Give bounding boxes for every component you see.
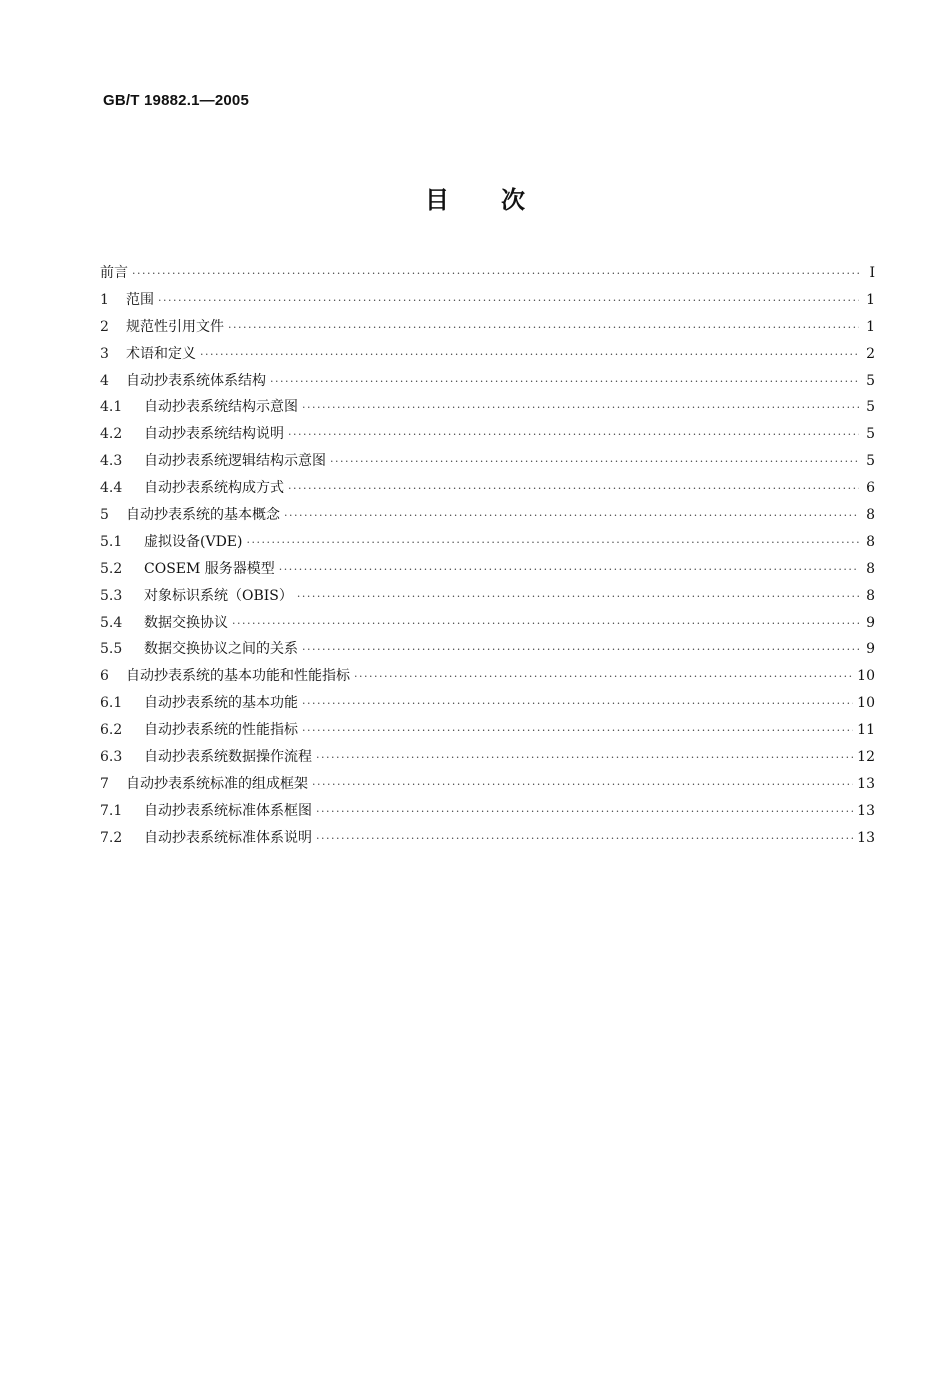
toc-entry[interactable] <box>100 558 875 585</box>
toc-entry-page: 8 <box>866 507 875 524</box>
toc-entry[interactable] <box>100 531 875 558</box>
dot-leader <box>297 590 859 603</box>
toc-entry-page: 13 <box>857 775 875 792</box>
toc-entry-number: 5.3 <box>100 587 123 604</box>
toc-entry-page: 9 <box>866 641 875 658</box>
dot-leader <box>158 294 859 307</box>
toc-entry[interactable] <box>100 612 875 639</box>
toc-entry[interactable] <box>100 262 875 289</box>
toc-entry-number: 5 <box>100 507 109 524</box>
toc-entry-number: 4.3 <box>100 453 123 470</box>
dot-leader <box>246 536 859 549</box>
dot-leader <box>279 563 859 576</box>
toc-entry-label: 自动抄表系统结构说明 <box>144 426 284 443</box>
toc-entry-label: 自动抄表系统结构示意图 <box>144 399 298 416</box>
toc-entry-label: 自动抄表系统的性能指标 <box>144 722 298 739</box>
dot-leader <box>302 643 859 656</box>
toc-entry[interactable] <box>100 450 875 477</box>
dot-leader <box>232 617 859 630</box>
toc-entry-label: 规范性引用文件 <box>126 318 224 335</box>
toc-entry-number: 4.1 <box>100 399 123 416</box>
dot-leader <box>288 428 859 441</box>
toc-entry-label: 自动抄表系统标准的组成框架 <box>126 775 308 792</box>
toc-entry-page: 5 <box>866 399 875 416</box>
toc-entry-number: 3 <box>100 345 109 362</box>
toc-entry-number: 6.3 <box>100 749 123 766</box>
dot-leader <box>288 482 859 495</box>
toc-entry-number: 7.1 <box>100 802 123 819</box>
dot-leader <box>316 805 853 818</box>
toc-entry[interactable] <box>100 827 875 854</box>
toc-entry-number: 7 <box>100 775 109 792</box>
toc-entry-page: 8 <box>866 560 875 577</box>
toc-entry-page: 5 <box>866 453 875 470</box>
toc-entry-label: 数据交换协议之间的关系 <box>144 641 298 658</box>
toc-entry[interactable] <box>100 773 875 800</box>
toc-entry-number: 6.1 <box>100 695 123 712</box>
toc-entry-page: 8 <box>866 533 875 550</box>
toc-entry-label: COSEM 服务器模型 <box>144 560 275 577</box>
toc-entry-label: 自动抄表系统数据操作流程 <box>144 749 312 766</box>
toc-entry[interactable] <box>100 692 875 719</box>
dot-leader <box>200 348 859 361</box>
toc-entry-number: 5.4 <box>100 614 123 631</box>
toc-entry-page: 8 <box>866 587 875 604</box>
toc-entry-page: 1 <box>866 291 875 308</box>
toc-entry-label: 自动抄表系统标准体系框图 <box>144 802 312 819</box>
toc-entry-page: 13 <box>857 829 875 846</box>
toc-entry-label: 虚拟设备(VDE) <box>144 533 243 550</box>
toc-entry-label: 自动抄表系统标准体系说明 <box>144 829 312 846</box>
toc-entry-page: 6 <box>866 480 875 497</box>
toc-entry-page: I <box>869 265 875 281</box>
toc-entry[interactable] <box>100 289 875 316</box>
toc-entry-label: 对象标识系统（OBIS） <box>144 587 293 604</box>
toc-entry[interactable] <box>100 585 875 612</box>
dot-leader <box>228 321 859 334</box>
toc-entry-page: 11 <box>857 722 875 739</box>
toc-entry[interactable] <box>100 638 875 665</box>
toc-entry-page: 10 <box>857 668 875 685</box>
toc-entry[interactable] <box>100 800 875 827</box>
toc-entry-number: 4.2 <box>100 426 123 443</box>
toc-entry-page: 10 <box>857 695 875 712</box>
toc-entry-page: 5 <box>866 372 875 389</box>
toc-entry-number: 7.2 <box>100 829 123 846</box>
dot-leader <box>302 724 853 737</box>
toc-entry-label: 自动抄表系统的基本功能 <box>144 695 298 712</box>
page-title: 目次 <box>425 186 577 214</box>
dot-leader <box>302 697 853 710</box>
toc-entry-label: 自动抄表系统的基本功能和性能指标 <box>126 668 350 685</box>
toc-entry[interactable] <box>100 719 875 746</box>
toc-entry-label: 自动抄表系统构成方式 <box>144 480 284 497</box>
dot-leader <box>302 401 859 414</box>
dot-leader <box>132 267 859 280</box>
toc-entry-page: 5 <box>866 426 875 443</box>
toc-entry-label: 前言 <box>100 265 128 281</box>
toc-entry-number: 1 <box>100 291 109 308</box>
toc-entry-number: 4.4 <box>100 480 123 497</box>
dot-leader <box>316 832 853 845</box>
dot-leader <box>312 778 853 791</box>
toc-entry-number: 6 <box>100 668 109 685</box>
dot-leader <box>330 455 859 468</box>
toc-entry-page: 9 <box>866 614 875 631</box>
standard-code: GB/T 19882.1—2005 <box>103 92 249 109</box>
toc-entry-page: 12 <box>857 749 875 766</box>
toc-entry[interactable] <box>100 370 875 397</box>
toc-entry-label: 数据交换协议 <box>144 614 228 631</box>
toc-entry[interactable] <box>100 746 875 773</box>
table-of-contents <box>100 262 875 854</box>
toc-entry-number: 5.5 <box>100 641 123 658</box>
toc-entry[interactable] <box>100 316 875 343</box>
toc-entry-label: 自动抄表系统体系结构 <box>126 372 266 389</box>
dot-leader <box>270 375 859 388</box>
toc-entry[interactable] <box>100 477 875 504</box>
toc-entry-label: 范围 <box>126 291 154 308</box>
toc-entry-number: 2 <box>100 318 109 335</box>
toc-entry-number: 5.1 <box>100 533 123 550</box>
dot-leader <box>284 509 859 522</box>
toc-entry[interactable] <box>100 665 875 692</box>
toc-entry-number: 6.2 <box>100 722 123 739</box>
toc-entry-number: 4 <box>100 372 109 389</box>
dot-leader <box>316 751 853 764</box>
dot-leader <box>354 670 853 683</box>
toc-entry-label: 术语和定义 <box>126 345 196 362</box>
toc-entry[interactable] <box>100 423 875 450</box>
toc-entry[interactable] <box>100 504 875 531</box>
toc-entry-page: 1 <box>866 318 875 335</box>
toc-entry[interactable] <box>100 396 875 423</box>
toc-entry[interactable] <box>100 343 875 370</box>
toc-entry-page: 13 <box>857 802 875 819</box>
toc-entry-number: 5.2 <box>100 560 123 577</box>
toc-entry-page: 2 <box>866 345 875 362</box>
toc-entry-label: 自动抄表系统逻辑结构示意图 <box>144 453 326 470</box>
toc-entry-label: 自动抄表系统的基本概念 <box>126 507 280 524</box>
